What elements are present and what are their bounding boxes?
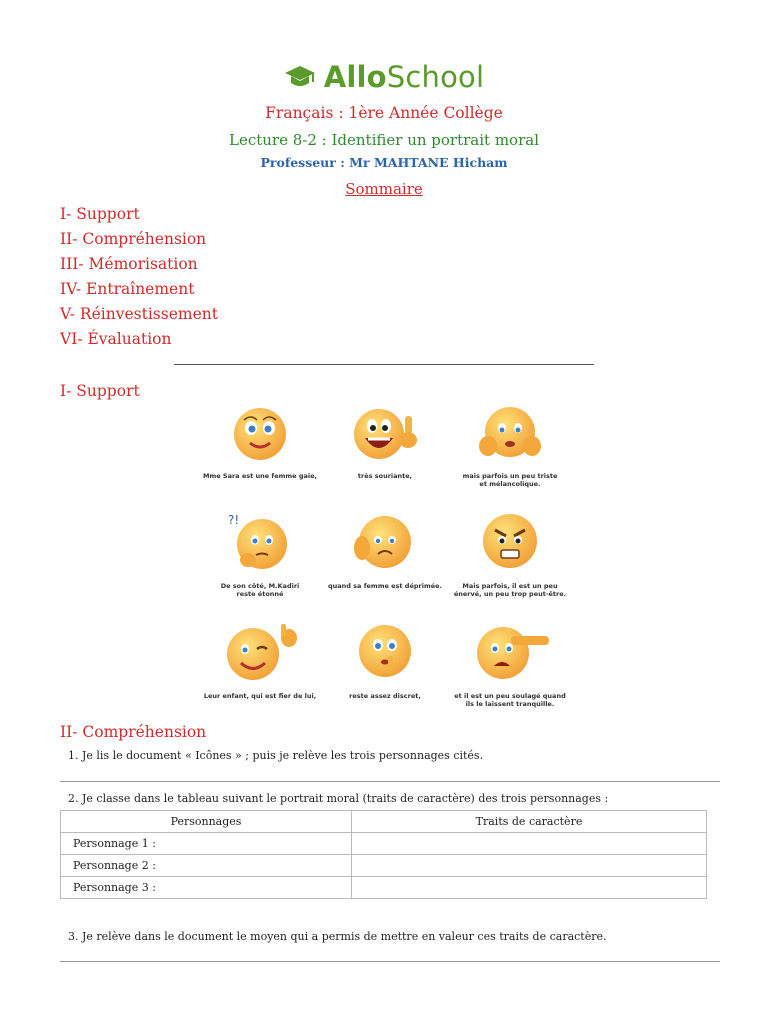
emoji-caption: quand sa femme est déprimée.: [327, 582, 443, 590]
table-header-cell: Traits de caractère: [352, 811, 707, 833]
question-2: 2. Je classe dans le tableau suivant le portrait moral (traits de caractère) des trois personnages :: [68, 792, 609, 805]
emoji-caption: mais parfois un peu triste et mélancolique.: [462, 472, 558, 489]
surprised-emoji-icon: [220, 508, 300, 578]
emoji-caption: Mme Sara est une femme gaie,: [202, 472, 317, 480]
question-3: 3. Je relève dans le document le moyen qui a permis de mettre en valeur ces traits de caractère.: [68, 930, 607, 943]
divider: [174, 364, 594, 365]
character-traits-table: [60, 810, 707, 899]
alloschool-logo: [0, 60, 768, 94]
toc-title: Sommaire: [345, 180, 423, 198]
table-cell: Personnage 3 :: [61, 877, 352, 899]
professor-name: Professeur : Mr MAHTANE Hicham: [260, 155, 508, 170]
answer-line: [60, 781, 720, 782]
emoji-caption: reste assez discret,: [349, 692, 421, 700]
emoji-illustration: [200, 400, 570, 720]
answer-cell: [352, 833, 707, 855]
toc-item: I- Support: [60, 205, 140, 223]
toc-item: III- Mémorisation: [60, 255, 198, 273]
section-heading-support: I- Support: [60, 382, 140, 400]
emoji-caption: Mais parfois, il est un peu énervé, un peu trop peut-être.: [453, 582, 567, 599]
toc-item: II- Compréhension: [60, 230, 207, 248]
emoji-caption: et il est un peu soulagé quand ils le laissent tranquille.: [454, 692, 566, 709]
emoji-cell: [325, 618, 445, 700]
lesson-subtitle: Lecture 8-2 : Identifier un portrait moral: [229, 131, 539, 149]
happy-woman-emoji-icon: [225, 400, 295, 468]
answer-cell: [352, 855, 707, 877]
answer-line: [60, 961, 720, 962]
emoji-cell: [200, 618, 320, 700]
answer-cell: [352, 877, 707, 899]
emoji-cell: [450, 508, 570, 599]
toc-item: IV- Entraînement: [60, 280, 195, 298]
emoji-caption: Leur enfant, qui est fier de lui,: [203, 692, 317, 700]
table-row: [61, 833, 707, 855]
table-header-row: [61, 811, 707, 833]
toc-item: VI- Évaluation: [60, 330, 172, 348]
emoji-cell: [450, 400, 570, 489]
table-row: [61, 855, 707, 877]
angry-emoji-icon: [470, 508, 550, 578]
relieved-emoji-icon: [465, 618, 555, 688]
section-heading-comprehension: II- Compréhension: [60, 723, 207, 741]
emoji-cell: [200, 400, 320, 480]
emoji-caption: très souriante,: [357, 472, 413, 480]
question-1: 1. Je lis le document « Icônes » ; puis je relève les trois personnages cités.: [68, 749, 484, 762]
document-title: Français : 1ère Année Collège: [265, 104, 503, 122]
table-cell: Personnage 2 :: [61, 855, 352, 877]
emoji-cell: [325, 508, 445, 590]
emoji-caption: De son côté, M.Kadiri reste étonné: [220, 582, 300, 599]
toc-item: V- Réinvestissement: [60, 305, 218, 323]
logo-text: AlloSchool: [323, 60, 485, 94]
discreet-shush-emoji-icon: [345, 618, 425, 688]
smiling-pointing-emoji-icon: [345, 400, 425, 468]
emoji-cell: [325, 400, 445, 480]
table-header-cell: Personnages: [61, 811, 352, 833]
sad-emoji-icon: [470, 400, 550, 468]
svg-text:?!: ?!: [228, 513, 240, 527]
worried-emoji-icon: [345, 508, 425, 578]
emoji-cell: [200, 508, 320, 599]
proud-winking-emoji-icon: [215, 618, 305, 688]
table-cell: Personnage 1 :: [61, 833, 352, 855]
table-row: [61, 877, 707, 899]
emoji-cell: [450, 618, 570, 709]
graduation-cap-icon: [284, 64, 316, 90]
